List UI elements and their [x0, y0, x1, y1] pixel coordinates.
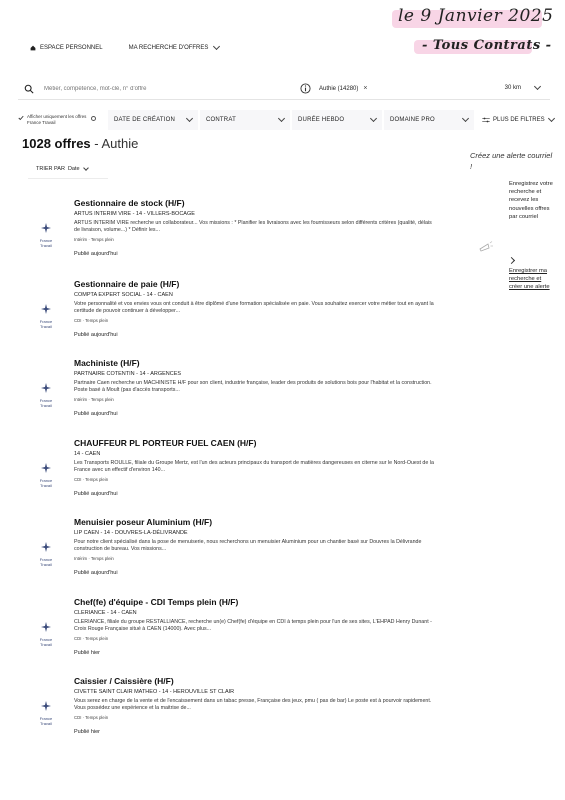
offer-published: Publié hier	[74, 650, 100, 656]
offer-hours: Temps plein	[90, 397, 114, 402]
logo-text: France Travail	[39, 716, 53, 726]
france-travail-toggle-label: Afficher uniquement les offres France Travail	[27, 114, 87, 125]
offer-contract: CDI	[74, 318, 82, 323]
france-travail-logo-icon	[41, 542, 51, 552]
offer-meta: Intérim · Temps plein	[74, 397, 114, 402]
offer-title[interactable]: Gestionnaire de stock (H/F)	[74, 198, 185, 208]
offer-company: 14 - CAEN	[74, 451, 101, 457]
france-travail-logo-icon	[41, 701, 51, 711]
offer-company: CLERIANCE - 14 - CAEN	[74, 610, 137, 616]
filter-domaine-pro[interactable]	[384, 110, 474, 130]
france-travail-logo-icon	[41, 622, 51, 632]
france-travail-toggle[interactable]	[18, 114, 108, 126]
home-icon	[30, 45, 36, 51]
ma-recherche-label: MA RECHERCHE D'OFFRES	[128, 45, 209, 51]
offer-contract: Intérim	[74, 556, 88, 561]
offer-meta: CDI · Temps plein	[74, 636, 109, 641]
handwritten-date: le 9 Janvier 2025	[398, 6, 554, 26]
search-bar	[18, 78, 550, 100]
offer-title[interactable]: Menuisier poseur Aluminium (H/F)	[74, 517, 213, 527]
sort-value: Date	[67, 166, 80, 172]
chevron-down-icon	[186, 115, 193, 122]
logo-text: France Travail	[39, 238, 53, 248]
offer-description: Les Transports ROULLE, filiale du Groupe Mertz, est l'un des acteurs principaux du transport de matières dangereuses en citerne sur le Nord-Ouest de la France avec un effectif d'environ 140...	[74, 460, 434, 474]
offer-meta: CDI · Temps plein	[74, 477, 109, 482]
france-travail-logo-icon	[41, 223, 51, 233]
top-nav	[30, 45, 245, 51]
alert-title: Créez une alerte courriel !	[470, 151, 553, 171]
offer-published: Publié aujourd'hui	[74, 570, 118, 576]
logo-text: France Travail	[39, 398, 53, 408]
radius-select[interactable]	[505, 85, 540, 91]
search-icon	[24, 84, 34, 94]
alert-body: Enregistrez votre recherche et recevez les nouvelles offres par courriel	[509, 181, 553, 220]
info-icon	[300, 83, 311, 94]
offer-published: Publié aujourd'hui	[74, 411, 118, 417]
offer-meta: Intérim · Temps plein	[74, 556, 114, 561]
offer-company: LIP CAEN - 14 - DOUVRES-LA-DÉLIVRANDE	[74, 530, 188, 536]
offer-company: ARTUS INTERIM VIRE - 14 - VILLERS-BOCAGE	[74, 211, 195, 217]
create-alert-link[interactable]: Enregistrer ma recherche et créer une alerte	[509, 268, 550, 291]
espace-personnel-label: ESPACE PERSONNEL	[40, 45, 103, 51]
offer-description: Partnaire Caen recherche un MACHINISTE H/F pour son client, industrie française, leader des produits de solutions bois pour l'habitat et la construction. Poste basé à Moult (pas d'accès transports...	[74, 380, 432, 394]
sort-label: TRIER PAR	[36, 166, 65, 172]
results-count: 1028 offres	[22, 136, 91, 151]
espace-personnel-link[interactable]	[30, 45, 103, 51]
france-travail-logo	[36, 380, 56, 408]
offer-contract: CDI	[74, 477, 82, 482]
radius-value: 30 km	[504, 85, 521, 91]
filter-label: DURÉE HEBDO	[298, 117, 345, 123]
offer-hours: Temps plein	[90, 237, 114, 242]
chevron-down-icon	[548, 115, 555, 122]
offer-company: COMPTA EXPERT SOCIAL - 14 - CAEN	[74, 292, 173, 298]
ma-recherche-menu[interactable]	[129, 45, 220, 51]
offer-description: Votre personnalité et vos envies vous ont conduit à être diplômé d'une formation spécialisée en paie. Vous souhaitez exercer votre métier tout en ayant la certitude de pouvoir continuer à développer...	[74, 301, 434, 315]
france-travail-logo-icon	[41, 463, 51, 473]
clear-location-icon[interactable]: ×	[363, 85, 368, 92]
filter-contrat[interactable]	[200, 110, 290, 130]
logo-text: France Travail	[39, 319, 53, 329]
filter-label: CONTRAT	[206, 117, 236, 123]
offer-hours: Temps plein	[85, 477, 109, 482]
location-chip: Authie (14280)	[319, 85, 359, 92]
divider	[28, 178, 108, 179]
france-travail-logo	[36, 619, 56, 647]
handwritten-contract-note: - Tous Contrats -	[422, 38, 552, 53]
chevron-down-icon	[278, 115, 285, 122]
chevron-down-icon	[534, 83, 541, 90]
offer-hours: Temps plein	[90, 556, 114, 561]
sort-select[interactable]	[36, 166, 88, 172]
sliders-icon	[482, 117, 490, 123]
offer-published: Publié hier	[74, 729, 100, 735]
offer-title[interactable]: Chef(fe) d'équipe - CDI Temps plein (H/F)	[74, 597, 239, 607]
info-icon	[91, 116, 96, 121]
results-heading	[22, 136, 138, 151]
france-travail-logo	[36, 301, 56, 329]
filter-label: DATE DE CRÉATION	[114, 117, 175, 123]
check-icon	[18, 115, 24, 121]
chevron-down-icon	[370, 115, 377, 122]
offer-company: CIVETTE SAINT CLAIR MATHEO - 14 - HEROUVILLE ST CLAIR	[74, 689, 235, 695]
search-input[interactable]	[44, 86, 284, 92]
france-travail-logo	[36, 698, 56, 726]
offer-title[interactable]: Caissier / Caissière (H/F)	[74, 676, 174, 686]
more-filters-button[interactable]	[482, 117, 554, 123]
offer-title[interactable]: Gestionnaire de paie (H/F)	[74, 279, 180, 289]
offer-meta: CDI · Temps plein	[74, 715, 109, 720]
logo-text: France Travail	[39, 478, 53, 488]
offer-company: PARTNAIRE COTENTIN - 14 - ARGENCES	[74, 371, 182, 377]
offer-contract: Intérim	[74, 397, 88, 402]
logo-text: France Travail	[39, 557, 53, 567]
chevron-down-icon	[462, 115, 469, 122]
filter-duree-hebdo[interactable]	[292, 110, 382, 130]
filters-bar	[18, 110, 556, 130]
offer-meta: CDI · Temps plein	[74, 318, 109, 323]
offer-description: ARTUS INTERIM VIRE recherche un collaborateur... Vos missions : * Planifier les livraisons avec les fournisseurs selon différents critères (qualité, délais de livraison, volume...) * Définir les...	[74, 220, 432, 234]
offer-published: Publié aujourd'hui	[74, 251, 118, 257]
france-travail-logo-icon	[41, 383, 51, 393]
france-travail-logo	[36, 539, 56, 567]
chevron-right-icon[interactable]	[508, 257, 515, 264]
offer-published: Publié aujourd'hui	[74, 332, 118, 338]
offer-published: Publié aujourd'hui	[74, 491, 118, 497]
offer-meta: Intérim · Temps plein	[74, 237, 114, 242]
offer-description: Vous serez en charge de la vente et de l'encaissement dans un tabac presse, Française des jeux, pmu ( pas de bar) Le poste est à pourvoir rapidement. Vous possédez une expérience et la maitrise de...	[74, 698, 432, 712]
offer-hours: Temps plein	[85, 636, 109, 641]
filter-label: DOMAINE PRO	[390, 117, 435, 123]
offer-contract: CDI	[74, 715, 82, 720]
offer-description: CLERIANCE, filiale du groupe RESTALLIANCE, recherche un(e) Chef(fe) d'équipe en CDI à temps plein pour l'un de ses sites, L'EHPAD Henry Dunant - Croix Rouge Française situé à CAEN (14000). Avec plus...	[74, 619, 432, 633]
offer-description: Pour notre client spécialisé dans la pose de menuiserie, nous recherchons un menuisier Aluminium pour un chantier basé sur Douvres la Délivrande construction de bureau. Vos missions...	[74, 539, 422, 553]
offer-contract: Intérim	[74, 237, 88, 242]
france-travail-logo-icon	[41, 304, 51, 314]
megaphone-icon	[478, 240, 494, 254]
offer-hours: Temps plein	[85, 715, 109, 720]
offer-title[interactable]: CHAUFFEUR PL PORTEUR FUEL CAEN (H/F)	[74, 438, 257, 448]
logo-text: France Travail	[39, 637, 53, 647]
offer-hours: Temps plein	[85, 318, 109, 323]
france-travail-logo	[36, 460, 56, 488]
offer-title[interactable]: Machiniste (H/F)	[74, 358, 140, 368]
more-filters-label: PLUS DE FILTRES	[493, 117, 545, 123]
results-location: - Authie	[90, 136, 139, 151]
france-travail-logo	[36, 220, 56, 248]
offer-contract: CDI	[74, 636, 82, 641]
chevron-down-icon	[213, 43, 220, 50]
chevron-down-icon	[83, 165, 89, 171]
filter-date-creation[interactable]	[108, 110, 198, 130]
